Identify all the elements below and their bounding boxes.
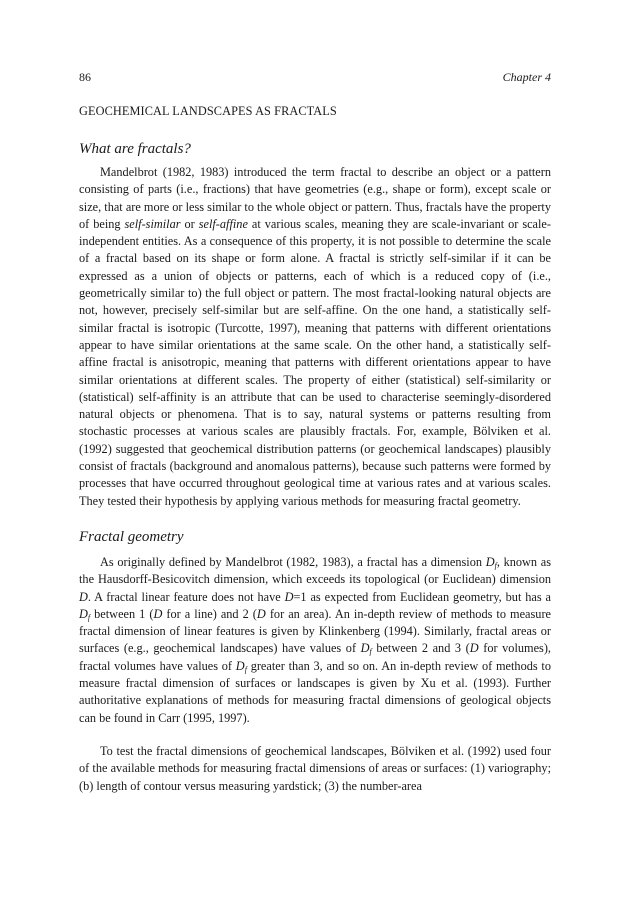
paragraph-text: As originally defined by Mandelbrot (1982, 1983), a fractal has a dimension xyxy=(100,555,486,569)
paragraph-text: between 2 and 3 ( xyxy=(371,641,470,656)
paragraph-bolviken-methods: To test the fractal dimensions of geochemical landscapes, Bölviken et al. (1992) used four of the available methods for measuring fractal dimensions of areas or surfaces: (1) variography; (b) length of contour versus measuring yardstick; (3) the number-area xyxy=(79,744,551,793)
symbol-D: D xyxy=(79,606,88,621)
symbol-D: D xyxy=(153,606,163,621)
symbol-D: D xyxy=(284,589,294,604)
symbol-f: f xyxy=(87,612,91,622)
symbol-D: D xyxy=(360,641,370,656)
section-title: GEOCHEMICAL LANDSCAPES AS FRACTALS xyxy=(79,104,337,118)
paragraph-text: . A fractal linear feature does not have xyxy=(87,589,285,604)
running-header xyxy=(79,70,551,84)
paragraph-fractal-geometry xyxy=(79,554,551,727)
symbol-D: D xyxy=(79,589,88,604)
paragraph-text: for a line) and 2 ( xyxy=(162,606,257,621)
page-number: 86 xyxy=(79,70,91,84)
paragraph-text: at various scales, meaning they are scale-invariant or scale-independent entities. As a consequence of this property, it is not possible to determine the scale of a fractal based on its shape or form alone. A fractal is strictly self-similar if it can be expressed as a union of objects or patterns, each of which is a reduced copy of (i.e., geometrically similar to) the full object or pattern. The most fractal-looking natural objects are not, however, precisely self-similar but are self-affine. On the one hand, a statistically self-similar fractal is isotropic (Turcotte, 1997), meaning that patterns with different orientations appear to have similar orientations at the same scale. On the other hand, a statistically self-affine fractal is anisotropic, meaning that patterns with different orientations appear to have similar orientations at different scales. The property of either (statistical) self-similarity or (statistical) self-affinity is an attribute that can be used to characterise seemingly-disordered natural objects or phenomena. That is to say, natural systems or patterns resulting from stochastic processes at various scales are plausibly fractals. For, example, Bölviken et al. (1992) suggested that geochemical distribution patterns (or geochemical landscapes) plausibly consist of fractals (background and anomalous patterns), because such patterns were formed by processes that have occurred throughout geological time at various rates and at various scales. They tested their hypothesis by applying various methods for measuring fractal geometry. xyxy=(79,216,551,508)
emphasis-self-affine: self-affine xyxy=(198,216,248,231)
symbol-D: D xyxy=(235,658,245,673)
paragraph-text: for volumes), fractal volumes have values of xyxy=(79,641,551,673)
symbol-f: f xyxy=(369,647,372,657)
paragraph-text: greater than 3, and so on. An in-depth review of methods to measure fractal dimension of surfaces or landscapes is given by Xu et al. (1993). Further authoritative explanations of methods for measuring fractal dimensions of geological objects can be found in Carr (1995, 1997). xyxy=(79,658,551,725)
paragraph-text: between 1 ( xyxy=(90,606,154,621)
symbol-D: D xyxy=(485,555,495,569)
subsection-heading-fractal-geometry: Fractal geometry xyxy=(79,529,184,545)
paragraph-text: Mandelbrot (1982, 1983) introduced the term fractal to describe an object or a pattern consisting of parts (i.e., fractions) that have geometries (e.g., shape or form), except scale or size, that are more or less similar to the whole object or pattern. Thus, fractals have the property of being xyxy=(79,165,551,231)
symbol-D: D xyxy=(256,606,266,621)
symbol-f: f xyxy=(244,664,247,674)
emphasis-self-similar: self-similar xyxy=(124,216,181,231)
paragraph-what-are-fractals xyxy=(79,164,551,510)
paragraph-text: , known as the Hausdorff-Besicovitch dimension, which exceeds its topological (or Euclidean) dimension xyxy=(79,555,551,587)
paragraph-text: for an area). An in-depth review of methods to measure fractal dimension of linear features is given by Klinkenberg (1994). Similarly, fractal areas or surfaces (e.g., geochemical landscapes) have values of xyxy=(79,606,551,656)
paragraph-text: or xyxy=(180,216,199,231)
subsection-heading-what-are-fractals: What are fractals? xyxy=(79,141,191,157)
symbol-D: D xyxy=(469,641,479,656)
chapter-label: Chapter 4 xyxy=(502,70,551,84)
paragraph-text: =1 as expected from Euclidean geometry, but has a xyxy=(293,589,551,604)
symbol-f: f xyxy=(494,561,497,570)
